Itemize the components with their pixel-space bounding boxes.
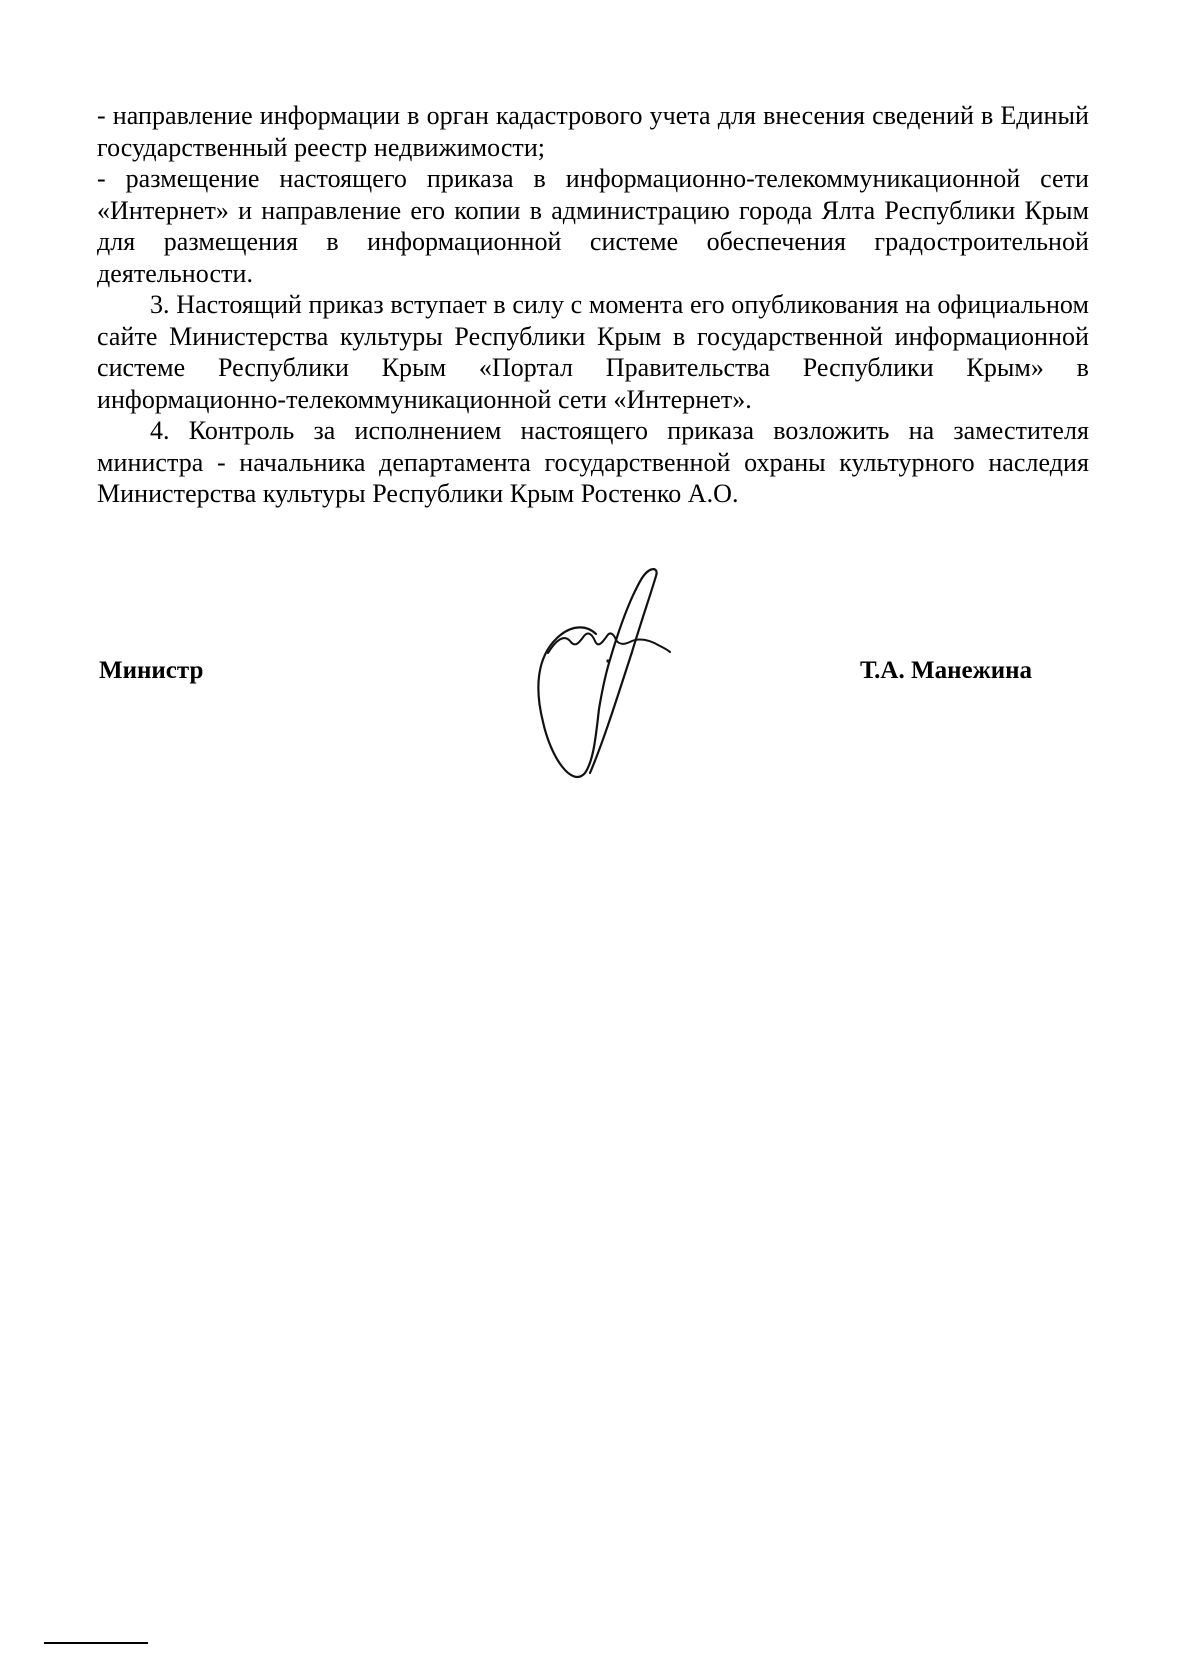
signatory-title: Министр xyxy=(99,657,204,684)
paragraph-cadastral-info: - направление информации в орган кадастрового учета для внесения сведений в Единый государственный реестр недвижимости; xyxy=(97,101,1089,162)
document-body xyxy=(97,100,1089,510)
paragraph-item-4-control: 4. Контроль за исполнением настоящего приказа возложить на заместителя министра - начальника департамента государственной охраны культурного наследия Министерства культуры Республики Крым Ростенко А.О. xyxy=(97,416,1089,508)
footnote-separator-line xyxy=(44,1642,148,1644)
handwritten-signature xyxy=(530,560,700,780)
paragraph-publication-internet: - размещение настоящего приказа в информационно-телекоммуникационной сети «Интернет» и направление его копии в администрацию города Ялта Республики Крым для размещения в информационной системе обеспечения градостроительной деятельности. xyxy=(97,164,1089,288)
signatory-name: Т.А. Манежина xyxy=(860,657,1033,684)
paragraph-item-3-entry-into-force: 3. Настоящий приказ вступает в силу с момента его опубликования на официальном сайте Министерства культуры Республики Крым в государственной информационной системе Республики Крым «Портал Правительства Республики Крым» в информационно-телекоммуникационной сети «Интернет». xyxy=(97,290,1089,414)
